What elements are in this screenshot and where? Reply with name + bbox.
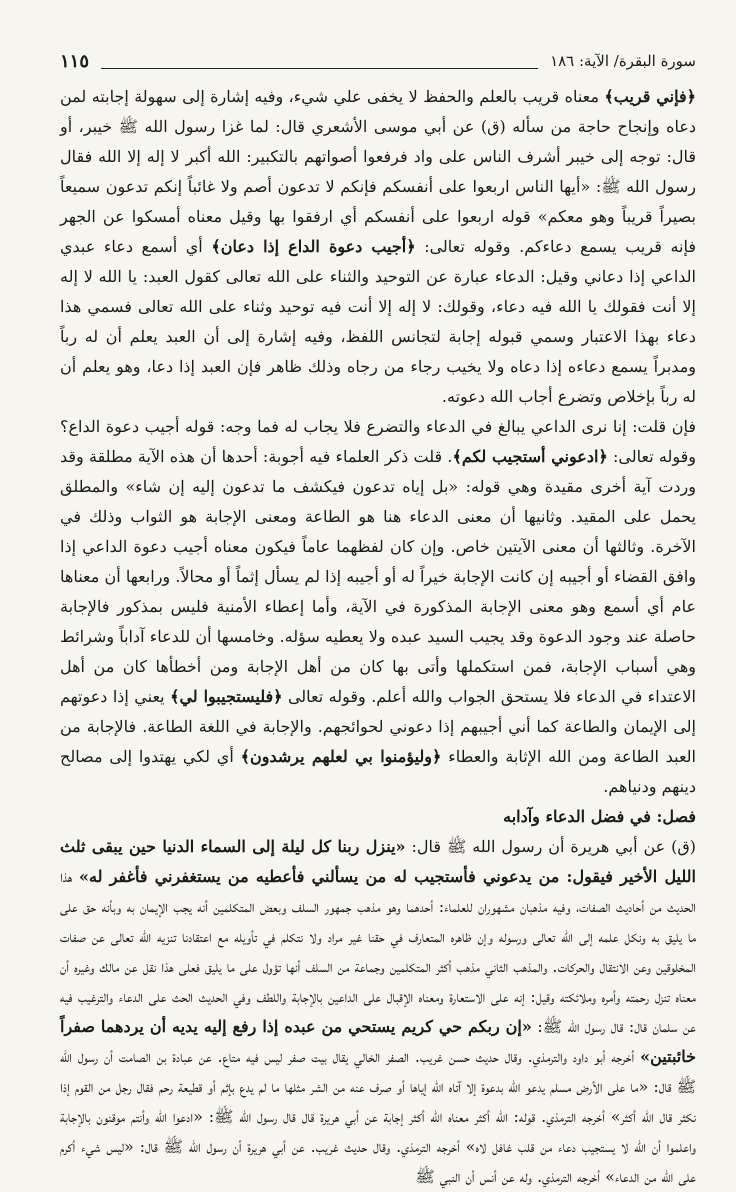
paragraph: (ق) عن أبي هريرة أن رسول الله ﷺ قال: «ينزل ربنا كل ليلة إلى السماء الدنيا حين يبقى ثلث الليل الأخير فيقول: من يدعوني فأستجيب له من يسألني فأعطيه من يستغفرني فأغفر له» هذا الحديث من أحاديث الصفات، وفيه مذهبان مشهوران للعلماء: أحدهما وهو مذهب جمهور السلف وبعض المتكلمين أنه يجب الإيمان به وبأنه حق على ما يليق به ونكل علمه إلى الله تعالى ورسوله وإن ظاهره المتعارف في حقنا غير مراد ولا نتكلم في تأويله مع اعتقادنا تنزيه الله تعالى عن صفات المخلوقين وعن الانتقال والحركات. والمذهب الثاني مذهب أكثر المتكلمين وجماعة من السلف أنها تؤول على ما يليق فعلى هذا نقل عن مالك وغيره أن معناه تنزل رحمته وأمره وملائكته وقيل: إنه على الاستعارة ومعناه الإقبال على الداعين بالإجابة واللطف وفي الحديث الحث على الدعاء والترغيب فيه عن سلمان قال: قال رسول الله ﷺ: «إن ربكم حي كريم يستحي من عبده إذا رفع إليه يديه أن يردهما صفراً خائبتين» أخرجه أبو داود والترمذي. وقال حديث حسن غريب. الصفر الخالي يقال بيت صفر ليس فيه متاع. عن عبادة بن الصامت أن رسول الله ﷺ قال: «ما على الأرض مسلم يدعو الله بدعوة إلا آتاه الله إياها أو صرف عنه من الشر مثلها ما لم يدع بإثم أو قطيعة رحم فقال رجل من القوم إذا نكثر قال الله أكثر» أخرجه الترمذي. قوله: الله أكثر معناه الله أكثر إجابة عن أبي هريرة قال قال رسول الله ﷺ: «ادعوا الله وأنتم موقنون بالإجابة واعلموا أن الله لا يستجيب دعاء من قلب غافل لاه» أخرجه الترمذي. وقال حديث غريب. عن أبي هريرة أن رسول الله ﷺ قال: «ليس شيء أكرم على الله من الدعاء» أخرجه الترمذي. وله عن أنس أن النبي ﷺ bbox=[60, 837, 697, 1186]
section-title: فصل: في فضل الدعاء وآدابه bbox=[503, 807, 696, 826]
hadith-quote: «إن ربكم حي كريم يستحي من عبده إذا رفع إليه يديه أن يردهما صفراً خائبتين» bbox=[60, 1017, 697, 1066]
page-body bbox=[60, 82, 696, 1192]
page-number: ١١٥ bbox=[60, 50, 90, 72]
quran-quote: ﴿ادعوني أستجيب لكم﴾ bbox=[452, 447, 608, 466]
quran-quote: ﴿وليؤمنوا بي لعلهم يرشدون﴾ bbox=[240, 747, 442, 766]
quran-quote: ﴿أجيب دعوة الداع إذا دعان﴾ bbox=[211, 237, 416, 256]
paragraph: فإن قلت: إنا نرى الداعي يبالغ في الدعاء والتضرع فلا يجاب له فما وجه: قوله أجيب دعوة الداع؟ وقوله تعالى: ﴿ادعوني أستجيب لكم﴾. قلت ذكر العلماء فيه أجوبة: أحدها أن هذه الآية مطلقة وقد وردت آية أخرى مقيدة وهي قوله: «بل إياه تدعون فيكشف ما تدعون إليه إن شاء» والمطلق يحمل على المقيد. وثانيها أن معنى الدعاء هنا هو الطاعة ومعنى الإجابة هو الثواب وذلك في الآخرة. وثالثها أن معنى الآيتين خاص. وإن كان لفظهما عاماً فيكون معناه أجيب دعوة الداعي إذا وافق القضاء أو أجيبه إن كانت الإجابة خيراً له أو أجيبه إذا لم يسأل إثماً أو محالاً. ورابعها أن معناها عام أي أسمع وهو معنى الإجابة المذكورة في الآية، وأما إعطاء الأمنية فليس بمذكور فالإجابة حاصلة عند وجود الدعوة وقد يجيب السيد عبده ولا يعطيه سؤله. وخامسها أن للدعاء آداباً وشرائط وهي أسباب الإجابة، فمن استكملها وأتى بها كان من أهل الإجابة ومن أخطأها كان من أهل الاعتداء في الدعاء فلا يستحق الجواب والله أعلم. وقوله تعالى ﴿فليستجيبوا لي﴾ يعني إذا دعوتهم إلى الإيمان والطاعة كما أني أجيبهم إذا دعوني لحوائجهم. والإجابة في اللغة الطاعة. فالإجابة من العبد الطاعة ومن الله الإثابة والعطاء ﴿وليؤمنوا بي لعلهم يرشدون﴾ أي لكي يهتدوا إلى مصالح دينهم ودنياهم. bbox=[60, 417, 697, 796]
quran-quote: ﴿فليستجيبوا لي﴾ bbox=[170, 687, 283, 706]
running-header bbox=[60, 46, 696, 76]
paragraph: ﴿فإني قريب﴾ معناه قريب بالعلم والحفظ لا يخفى علي شيء، وفيه إشارة إلى سهولة إجابته لمن دعاه وإنجاح حاجة من سأله (ق) عن أبي موسى الأشعري قال: لما غزا رسول الله ﷺ خيبر، أو قال: توجه إلى خيبر أشرف الناس على واد فرفعوا أصواتهم بالتكبير: الله أكبر لا إله إلا الله فقال رسول الله ﷺ: «أيها الناس اربعوا على أنفسكم فإنكم لا تدعون أصم ولا غائباً إنكم تدعون سميعاً بصيراً قريباً وهو معكم» قوله اربعوا على أنفسكم أي ارفقوا بها وقيل معناه أمسكوا عن الجهر فإنه قريب يسمع دعاءكم. وقوله تعالى: ﴿أجيب دعوة الداع إذا دعان﴾ أي أسمع دعاء عبدي الداعي إذا دعاني وقيل: الدعاء عبارة عن التوحيد والثناء على الله تعالى كقول العبد: يا الله لا إله إلا أنت فقولك يا الله فيه دعاء، وقولك: لا إله إلا أنت فيه توحيد وثناء على الله تعالى فسمي هذا دعاء بهذا الاعتبار وسمي قبوله إجابة لتجانس اللفظ، وفيه إشارة إلى أن العبد يعلم أن له رباً ومدبراً يسمع دعاءه إذا دعاه ولا يخيب رجاء من رجاه وذلك ظاهر فإن العبد إذا دعا، وهو يعلم أن له رباً بإخلاص وتضرع أجاب الله دعوته. bbox=[60, 87, 697, 406]
header-rule bbox=[101, 54, 538, 69]
page bbox=[60, 42, 697, 1186]
sura-reference: سورة البقرة/ الآية: ١٨٦ bbox=[550, 52, 696, 70]
hadith-quote: «ينزل ربنا كل ليلة إلى السماء الدنيا حين يبقى ثلث الليل الأخير فيقول: من يدعوني فأستجيب له من يسألني فأعطيه من يستغفرني فأغفر له» bbox=[60, 837, 697, 886]
quran-quote: ﴿فإني قريب﴾ bbox=[604, 87, 696, 106]
